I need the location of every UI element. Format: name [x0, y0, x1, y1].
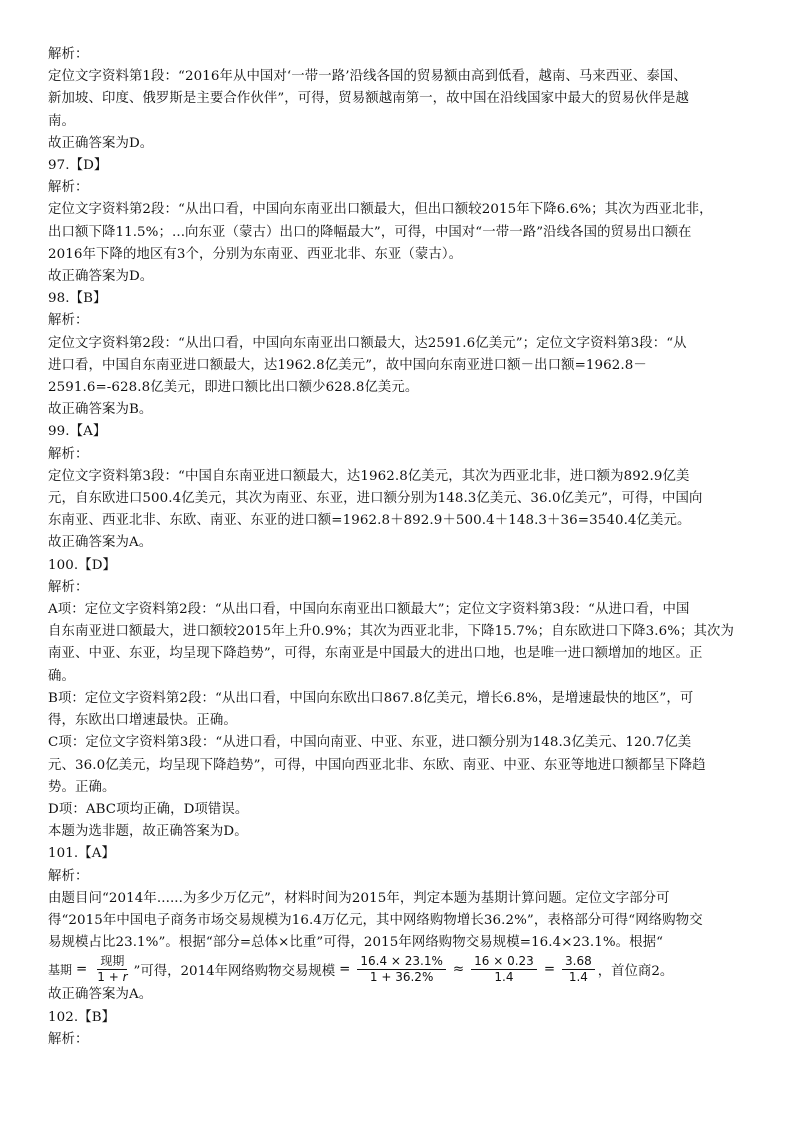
text-line: 故正确答案为D。	[48, 135, 154, 151]
text-line: 本题为选非题，故正确答案为D。	[48, 824, 248, 840]
text-line: 2016年下降的地区有3个，分别为东南亚、西亚北非、东亚（蒙古）。	[48, 246, 463, 262]
text-line: 东南亚、西亚北非、东欧、南亚、东亚的进口额=1962.8＋892.9＋500.4＋148.3＋36=3540.4亿美元。	[48, 513, 691, 529]
text-line: 解析：	[48, 868, 89, 884]
text-line: D项：ABC项均正确，D项错误。	[48, 801, 249, 817]
text-line: 由题目问“2014年......为多少万亿元”，材料时间为2015年，判定本题为基期计算问题。定位文字部分可	[48, 890, 670, 906]
text-line: 解析：	[48, 1031, 89, 1047]
text-line: 98.【B】	[48, 291, 107, 307]
formula-line	[48, 954, 762, 984]
text-block-bottom	[48, 984, 762, 1051]
text-line: 解析：	[48, 313, 89, 329]
text-line: 元，自东欧进口500.4亿美元，其次为南亚、东亚，进口额分别为148.3亿美元、36.0亿美元”，可得，中国向	[48, 491, 703, 507]
text-line: 100.【D】	[48, 557, 117, 573]
text-line: 得“2015年中国电子商务市场交易规模为16.4万亿元，其中网络购物增长36.2%”，表格部分可得“网络购物交	[48, 912, 703, 928]
formula-lhs: 基期	[48, 962, 73, 977]
text-line: 新加坡、印度、俄罗斯是主要合作伙伴”，可得，贸易额越南第一，故中国在沿线国家中最大的贸易伙伴是越	[48, 91, 690, 107]
text-line: 定位文字资料第1段：“2016年从中国对‘一带一路’沿线各国的贸易额由高到低看，越南、马来西亚、泰国、	[48, 69, 687, 85]
text-line: 2591.6=-628.8亿美元，即进口额比出口额少628.8亿美元。	[48, 380, 419, 396]
fraction-numerator: 3.68	[562, 955, 595, 970]
formula-tail: ，首位商2。	[597, 963, 674, 979]
formula-fraction-3	[562, 955, 595, 984]
text-line: 出口额下降11.5%；...向东亚（蒙古）出口的降幅最大”，可得，中国对“一带一路”沿线各国的贸易出口额在	[48, 224, 692, 240]
text-line: 定位文字资料第3段：“中国自东南亚进口额最大，达1962.8亿美元，其次为西亚北非，进口额为892.9亿美	[48, 468, 690, 484]
text-line: 故正确答案为B。	[48, 402, 153, 418]
formula-equals: =	[543, 961, 556, 977]
text-line: 南。	[48, 113, 75, 129]
text-line: 势。正确。	[48, 779, 116, 795]
text-line: 自东南亚进口额最大，进口额较2015年上升0.9%；其次为西亚北非，下降15.7%；自东欧进口下降3.6%；其次为	[48, 624, 734, 640]
formula-approx: ≈	[452, 961, 465, 977]
answer-explanation-document	[48, 44, 762, 1051]
text-line: 101.【A】	[48, 846, 115, 862]
text-block-top	[48, 44, 762, 954]
text-line: 元、36.0亿美元，均呈现下降趋势”，可得，中国向西亚北非、东欧、南亚、中亚、东亚等地进口额都呈下降趋	[48, 757, 706, 773]
fraction-numerator: 现期	[97, 955, 127, 970]
text-line: 进口看，中国自东南亚进口额最大，达1962.8亿美元”，故中国向东南亚进口额－出口额=1962.8－	[48, 357, 647, 373]
text-line: 解析：	[48, 47, 89, 62]
formula-mid-text: ”可得，2014年网络购物交易规模	[133, 963, 336, 979]
formula-fraction-2	[471, 955, 537, 984]
fraction-denominator: 1 + r	[97, 969, 128, 984]
text-line: 解析：	[48, 180, 89, 196]
text-line: 故正确答案为A。	[48, 987, 153, 1003]
text-line: A项：定位文字资料第2段：“从出口看，中国向东南亚出口额最大”；定位文字资料第3段：“从进口看，中国	[48, 602, 690, 618]
fraction-numerator: 16 × 0.23	[471, 955, 537, 970]
fraction-numerator: 16.4 × 23.1%	[357, 955, 446, 970]
text-line: 定位文字资料第2段：“从出口看，中国向东南亚出口额最大，达2591.6亿美元”；定位文字资料第3段：“从	[48, 335, 687, 351]
formula-equals: =	[339, 961, 351, 977]
text-line: 故正确答案为D。	[48, 269, 154, 285]
formula-fraction-1	[357, 955, 446, 984]
formula-equals: =	[76, 961, 88, 977]
text-line: 97.【D】	[48, 158, 108, 174]
text-line: B项：定位文字资料第2段：“从出口看，中国向东欧出口867.8亿美元，增长6.8%，是增速最快的地区”，可	[48, 690, 694, 706]
fraction-denominator: 1.4	[494, 969, 514, 984]
formula-fraction-base	[94, 955, 130, 984]
text-line: 确。	[48, 668, 75, 684]
text-line: 99.【A】	[48, 424, 107, 440]
text-line: 定位文字资料第2段：“从出口看，中国向东南亚出口额最大，但出口额较2015年下降6.6%；其次为西亚北非，	[48, 202, 713, 218]
text-line: C项：定位文字资料第3段：“从进口看，中国向南亚、中亚、东亚，进口额分别为148.3亿美元、120.7亿美	[48, 735, 692, 751]
text-line: 得，东欧出口增速最快。正确。	[48, 713, 237, 729]
text-line: 易规模占比23.1%”。根据“部分=总体×比重”可得，2015年网络购物交易规模=16.4×23.1%。根据“	[48, 935, 664, 951]
fraction-denominator: 1 + 36.2%	[369, 969, 434, 984]
text-line: 故正确答案为A。	[48, 535, 153, 551]
text-line: 解析：	[48, 579, 89, 595]
fraction-denominator: 1.4	[568, 969, 588, 984]
text-line: 解析：	[48, 446, 89, 462]
text-line: 南亚、中亚、东亚，均呈现下降趋势”，可得，东南亚是中国最大的进出口地，也是唯一进口额增加的地区。正	[48, 646, 703, 662]
text-line: 102.【B】	[48, 1009, 116, 1025]
